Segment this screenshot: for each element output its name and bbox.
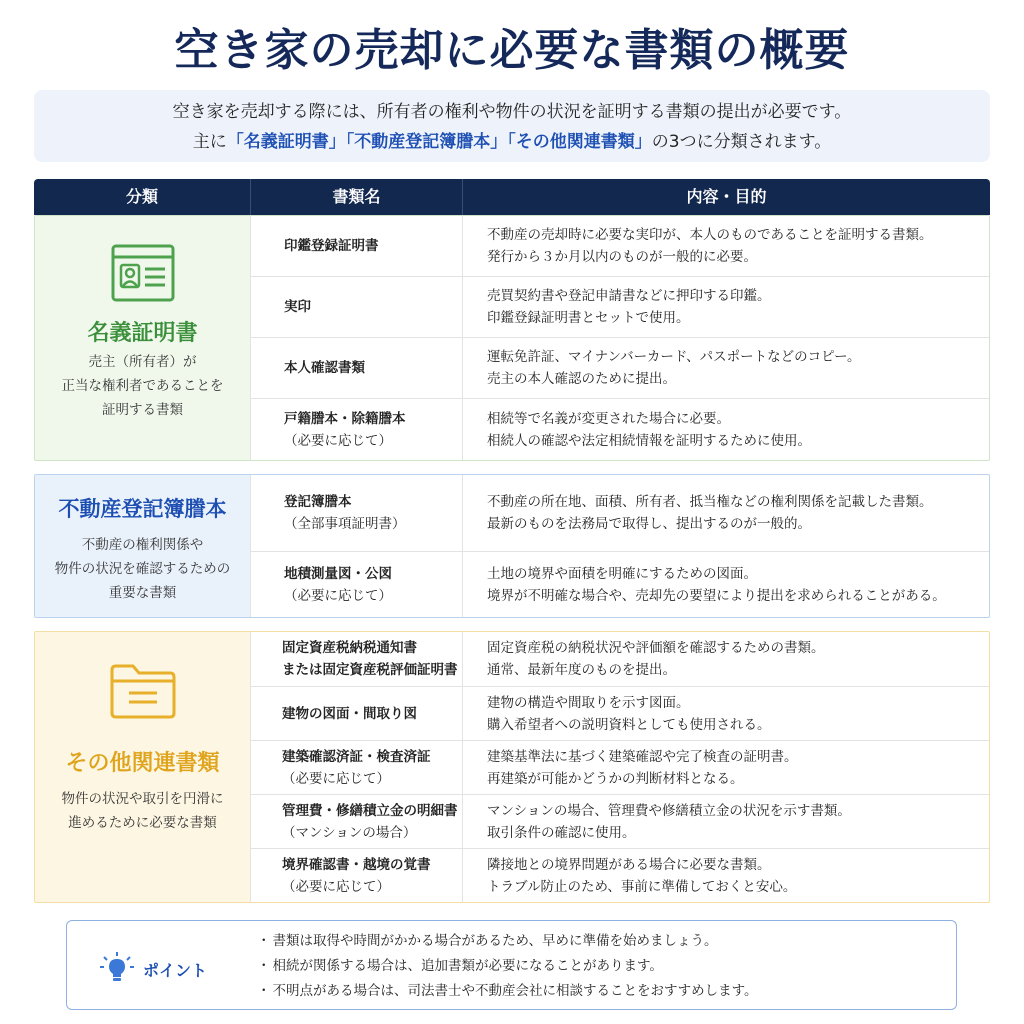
category-desc-line: 不動産の権利関係や [81, 537, 204, 553]
section-registry [34, 474, 990, 618]
intro-prefix: 主に [192, 132, 227, 152]
section-other [34, 631, 990, 903]
point-title [99, 951, 207, 987]
list-item: ・ 相続が関係する場合は、追加書類が必要になることがあります。 [257, 954, 758, 979]
document-name: 実印 [251, 277, 463, 337]
table-row [251, 399, 989, 460]
folder-icon [109, 662, 177, 724]
section-name-proof [34, 215, 990, 461]
header-purpose: 内容・目的 [462, 179, 990, 215]
category-desc-line: 重要な書類 [108, 585, 177, 601]
point-list [257, 929, 758, 1004]
point-label: ポイント [143, 960, 208, 980]
document-name: 建物の図面・間取り図 [251, 687, 463, 740]
list-item: ・ 不明点がある場合は、司法書士や不動産会社に相談することをおすすめします。 [257, 979, 758, 1004]
document-description: 建築基準法に基づく建築確認や完了検査の証明書。 再建築が可能かどうかの判断材料となる。 [487, 748, 798, 787]
point-box [66, 920, 957, 1010]
intro-cat-1: 「名義証明書」 [226, 132, 346, 152]
table-row [251, 338, 989, 399]
document-name: 戸籍謄本・除籍謄本 （必要に応じて） [251, 399, 463, 460]
header-category: 分類 [125, 187, 158, 206]
category-name: 名義証明書 [87, 321, 198, 346]
document-description: 不動産の所在地、面積、所有者、抵当権などの権利関係を記載した書類。 最新のものを法務局で取得し、提出するのが一般的。 [487, 494, 933, 532]
document-name: 印鑑登録証明書 [251, 216, 463, 276]
document-name: 管理費・修繕積立金の明細書 （マンションの場合） [251, 795, 463, 848]
document-description: 固定資産税の納税状況や評価額を確認するための書類。 通常、最新年度のものを提出。 [487, 640, 825, 678]
header-document-name: 書類名 [250, 179, 462, 215]
table-row [251, 795, 989, 849]
table-row [251, 741, 989, 795]
document-name: 建築確認済証・検査済証 （必要に応じて） [251, 741, 463, 794]
table-row [251, 552, 989, 617]
document-name: 地積測量図・公図 （必要に応じて） [251, 552, 463, 617]
document-description: 建物の構造や間取りを示す図面。 購入希望者への説明資料としても使用される。 [487, 694, 771, 733]
table-row [251, 216, 989, 277]
document-description: マンションの場合、管理費や修繕積立金の状況を示す書類。 取引条件の確認に使用。 [487, 802, 851, 841]
document-description: 土地の境界や面積を明確にするための図面。 境界が不明確な場合や、売却先の要望により提出を求められることがある。 [487, 565, 946, 604]
document-description: 相続等で名義が変更された場合に必要。 相続人の確認や法定相続情報を証明するために使用。 [487, 410, 811, 449]
intro-box [34, 90, 990, 162]
category-desc-line: 正当な権利者であることを [61, 378, 224, 394]
document-description: 運転免許証、マイナンバーカード、パスポートなどのコピー。 売主の本人確認のために提出。 [487, 349, 861, 387]
table-header [34, 179, 990, 215]
category-cell [35, 216, 251, 460]
document-description: 不動産の売却時に必要な実印が、本人のものであることを証明する書類。 発行から３か月以内のものが一般的に必要。 [487, 227, 933, 265]
intro-cat-3: 「その他関連書類」 [507, 132, 652, 152]
table-row [251, 277, 989, 338]
intro-suffix: の3つに分類されます。 [651, 132, 832, 152]
category-cell [35, 632, 251, 902]
category-desc-line: 売主（所有者）が [88, 354, 197, 370]
page-title: 空き家の売却に必要な書類の概要 [174, 25, 850, 76]
table-row [251, 849, 989, 902]
intro-cat-2: 「不動産登記簿謄本」 [345, 132, 508, 152]
intro-line-1: 空き家を売却する際には、所有者の権利や物件の状況を証明する書類の提出が必要です。 [172, 102, 852, 122]
document-name: 登記簿謄本 （全部事項証明書） [251, 475, 463, 551]
table-row [251, 687, 989, 741]
id-card-icon [111, 244, 175, 306]
document-description: 売買契約書や登記申請書などに押印する印鑑。 印鑑登録証明書とセットで使用。 [487, 288, 771, 326]
category-desc-line: 物件の状況や取引を円滑に [61, 791, 224, 807]
document-name: 固定資産税納税通知書 または固定資産税評価証明書 [251, 632, 463, 686]
list-item: ・ 書類は取得や時間がかかる場合があるため、早めに準備を始めましょう。 [257, 929, 758, 954]
category-description [35, 350, 250, 422]
category-cell [35, 475, 251, 617]
category-description [35, 787, 250, 835]
category-desc-line: 物件の状況を確認するための [54, 561, 231, 577]
table-row [251, 632, 989, 687]
table-row [251, 475, 989, 552]
category-desc-line: 証明する書類 [102, 402, 183, 418]
category-name: その他関連書類 [65, 751, 220, 776]
category-name: 不動産登記簿謄本 [58, 497, 227, 521]
document-name: 境界確認書・越境の覚書 （必要に応じて） [251, 849, 463, 902]
document-description: 隣接地との境界問題がある場合に必要な書類。 トラブル防止のため、事前に準備しておくと安心。 [487, 856, 797, 895]
intro-line-2 [34, 127, 990, 157]
lightbulb-icon [99, 951, 135, 987]
document-name: 本人確認書類 [251, 338, 463, 398]
category-description [35, 533, 250, 605]
category-desc-line: 進めるために必要な書類 [68, 815, 217, 831]
